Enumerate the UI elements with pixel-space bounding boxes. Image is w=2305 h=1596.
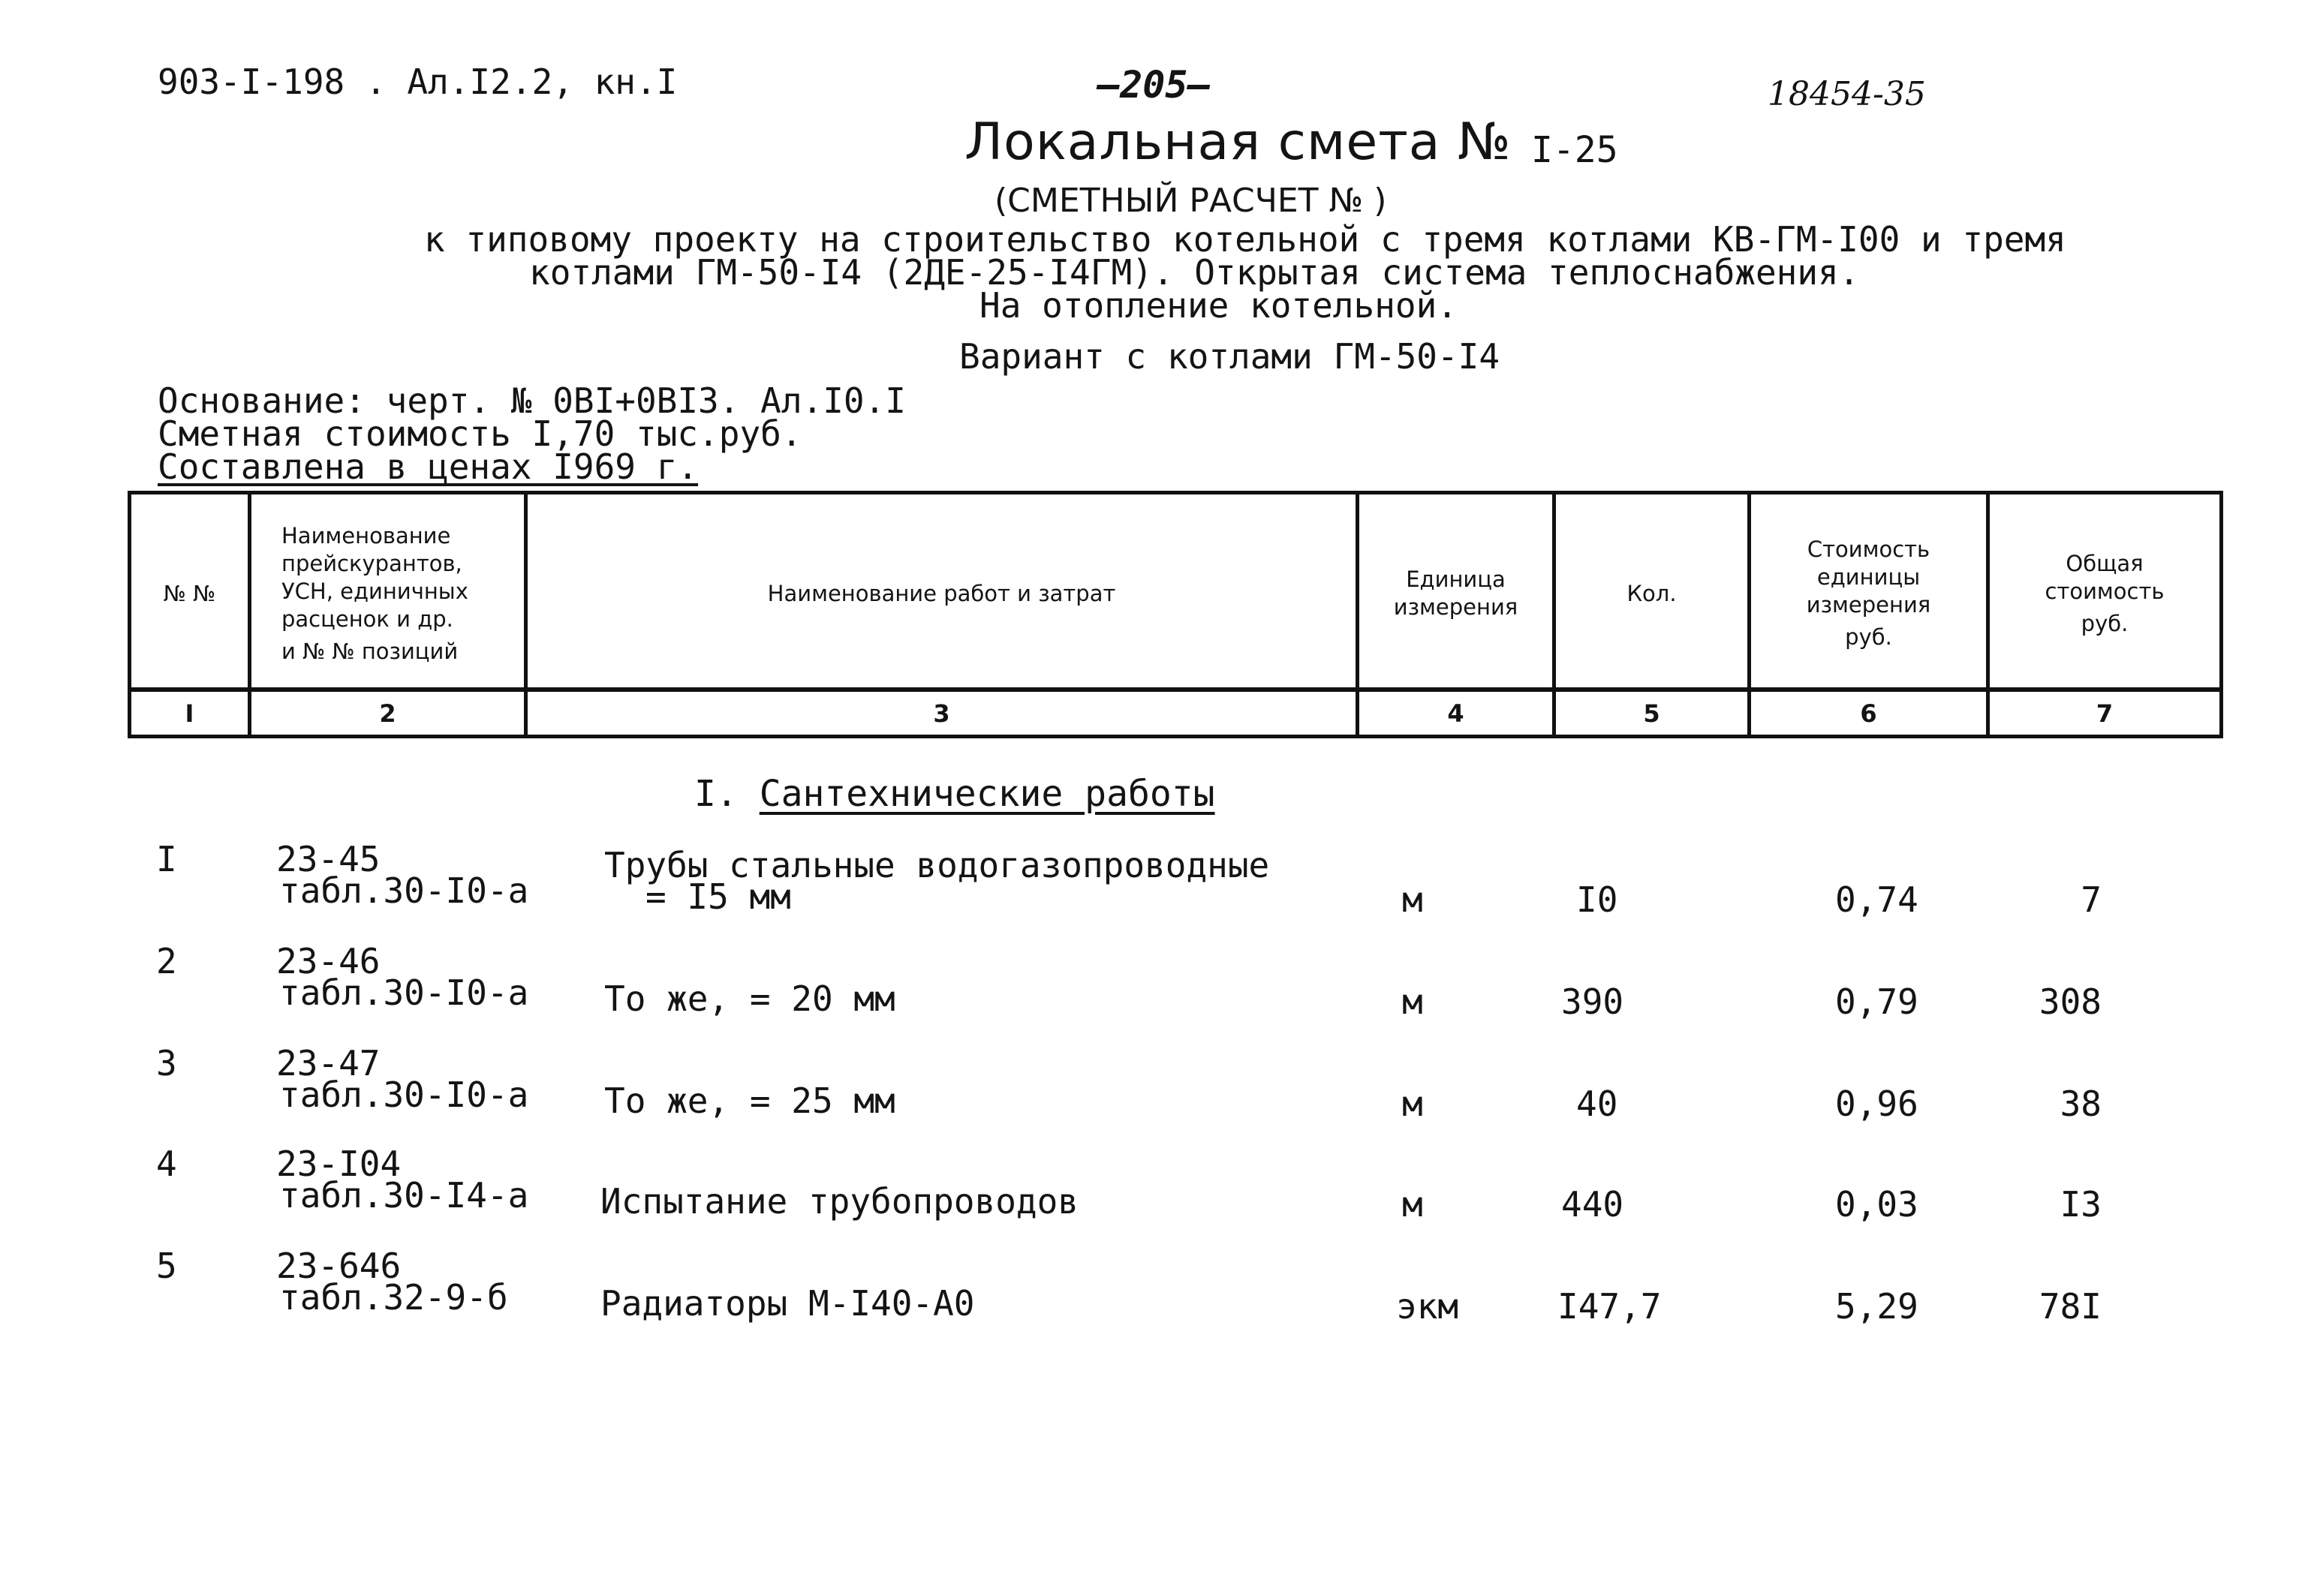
row-number: 4 xyxy=(156,1144,177,1184)
row-work-name: Радиаторы М-I40-А0 xyxy=(600,1283,975,1324)
header-col-total-cost: Общая стоимость руб. xyxy=(2045,550,2165,636)
header-col-number: № № xyxy=(163,580,216,606)
row-quantity: 390 xyxy=(1561,981,1624,1022)
page-subtitle: (СМЕТНЫЙ РАСЧЕТ № ) xyxy=(995,182,1387,220)
row-quantity: 40 xyxy=(1576,1084,1618,1124)
row-total: 7 xyxy=(2081,879,2102,920)
row-total: 308 xyxy=(2039,981,2102,1022)
table-row xyxy=(0,1144,2305,1241)
row-price-code: 23-47 xyxy=(276,1043,381,1084)
basis-price-year: Составлена в ценах I969 г. xyxy=(158,446,699,487)
table-row xyxy=(0,1246,2305,1343)
row-unit: м xyxy=(1402,1184,1423,1225)
column-number: 4 xyxy=(1447,699,1464,728)
description-line-3: На отопление котельной. xyxy=(979,285,1458,326)
row-table-ref: табл.30-I4-а xyxy=(279,1175,529,1216)
column-number: I xyxy=(185,699,194,728)
column-number: 7 xyxy=(2096,699,2114,728)
row-price-code: 23-646 xyxy=(276,1246,402,1286)
basis-drawing: Основание: черт. № 0BI+0BI3. Ал.I0.I xyxy=(158,380,906,421)
description-line-1: к типовому проекту на строительство котельной с тремя котлами КВ-ГМ-I00 и тремя xyxy=(424,219,2066,260)
estimate-number: I-25 xyxy=(1531,129,1618,171)
header-col-price-list: Наименование прейскурантов, УСН, единичных расценок и др. и № № позиций xyxy=(281,522,468,664)
row-unit-price: 0,96 xyxy=(1835,1084,1918,1124)
header-col-quantity: Кол. xyxy=(1626,580,1677,606)
row-work-name-detail: = I5 мм xyxy=(645,876,791,917)
column-number: 5 xyxy=(1643,699,1660,728)
row-table-ref: табл.30-I0-а xyxy=(279,1075,529,1115)
basis-block xyxy=(158,380,906,487)
table-row xyxy=(0,839,2305,936)
row-work-name: Трубы стальные водогазопроводные xyxy=(604,845,1270,885)
section-heading xyxy=(694,773,1215,815)
basis-estimated-cost: Сметная стоимость I,70 тыс.руб. xyxy=(158,413,802,454)
row-price-code: 23-46 xyxy=(276,941,381,981)
column-number: 3 xyxy=(933,699,950,728)
header-col-unit: Единица измерения xyxy=(1393,567,1518,620)
row-table-ref: табл.30-I0-а xyxy=(279,972,529,1013)
table-row xyxy=(0,1043,2305,1141)
column-header-table xyxy=(128,491,2223,738)
row-unit: м xyxy=(1402,879,1423,920)
row-quantity: 440 xyxy=(1561,1184,1624,1225)
row-unit-price: 0,74 xyxy=(1835,879,1918,920)
column-number: 6 xyxy=(1860,699,1877,728)
table-row xyxy=(0,941,2305,1038)
row-unit: м xyxy=(1402,981,1423,1022)
row-work-name: То же, = 20 мм xyxy=(604,978,895,1019)
variant-line: Вариант с котлами ГМ-50-I4 xyxy=(959,336,1500,377)
header-col-work-name: Наименование работ и затрат xyxy=(767,580,1116,606)
archive-number: 18454-35 xyxy=(1768,75,1926,113)
row-quantity: I47,7 xyxy=(1557,1286,1662,1327)
column-number: 2 xyxy=(379,699,396,728)
row-unit: м xyxy=(1402,1084,1423,1124)
row-table-ref: табл.30-I0-а xyxy=(279,870,529,911)
page-number: —205— xyxy=(1097,63,1211,107)
row-number: I xyxy=(156,839,177,879)
page-title: Локальная смета № xyxy=(964,113,1512,172)
row-total: I3 xyxy=(2060,1184,2102,1225)
row-unit-price: 0,79 xyxy=(1835,981,1918,1022)
row-number: 3 xyxy=(156,1043,177,1084)
row-total: 38 xyxy=(2060,1084,2102,1124)
row-unit-price: 0,03 xyxy=(1835,1184,1918,1225)
row-price-code: 23-I04 xyxy=(276,1144,402,1184)
description-line-2: котлами ГМ-50-I4 (2ДЕ-25-I4ГМ). Открытая система теплоснабжения. xyxy=(529,252,1860,293)
section-title: Сантехнические работы xyxy=(759,773,1215,815)
section-number: I. xyxy=(694,773,738,815)
row-quantity: I0 xyxy=(1576,879,1618,920)
row-unit: экм xyxy=(1396,1286,1459,1327)
row-number: 5 xyxy=(156,1246,177,1286)
row-unit-price: 5,29 xyxy=(1835,1286,1918,1327)
row-price-code: 23-45 xyxy=(276,839,381,879)
document-code: 903-I-198 . Ал.I2.2, кн.I xyxy=(158,62,678,102)
row-table-ref: табл.32-9-б xyxy=(279,1277,508,1318)
header-col-unit-cost: Стоимость единицы измерения руб. xyxy=(1806,537,1931,650)
row-total: 78I xyxy=(2039,1286,2102,1327)
row-work-name: Испытание трубопроводов xyxy=(600,1181,1079,1222)
row-work-name: То же, = 25 мм xyxy=(604,1081,895,1121)
row-number: 2 xyxy=(156,941,177,981)
